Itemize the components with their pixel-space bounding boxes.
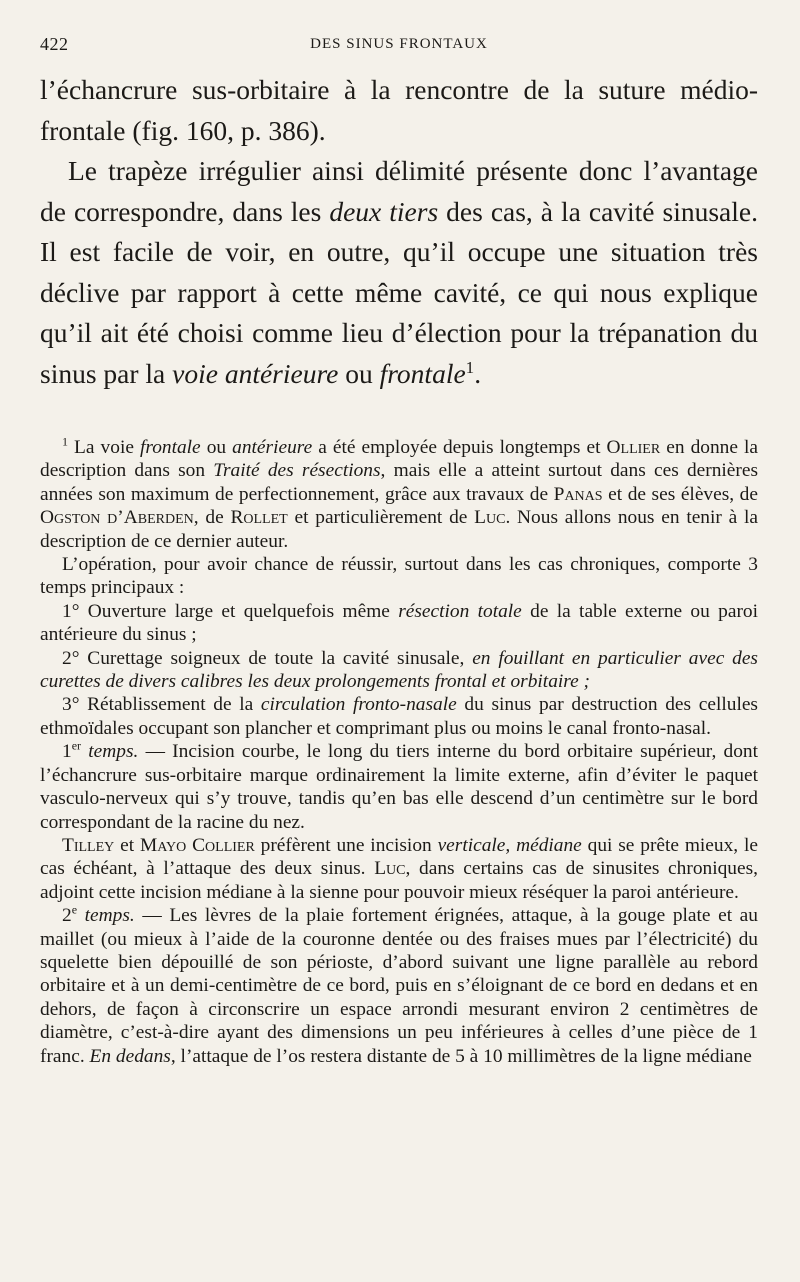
text-run: qui se prête mieux, le cas échéant, à l’attaque des deux sinus. (40, 834, 758, 880)
author-name: Mayo Collier (139, 834, 255, 856)
text-run: , mais elle a atteint surtout dans ces dernières années son maximum de perfectionnement, grâce aux travaux de (40, 460, 759, 505)
emphasis: verticale, médiane (437, 834, 582, 856)
author-name: Ogston d’Aberden (40, 507, 194, 529)
ordinal-suffix: e (71, 902, 78, 917)
emphasis: antérieure (232, 437, 313, 458)
text-run: — Les lèvres de la plaie fortement érignées, attaque, à la gouge plate et au maillet (ou mieux à l’aide de la couronne dentée ou des fraises mues par l’électricité) du squelette bien dépouillé de son périoste, d’abord suivant une ligne parallèle au rebord orbitaire et à un demi-centimètre de ce bord, puis en s’éloignant de ce bord en dedans et en dehors, de façon à circonscrire un espace arrondi mesurant environ 2 centimètres de diamètre, c’est-à-dire ayant des dimensions un peu inférieures à celles d’une pièce de 1 franc. (40, 905, 758, 1067)
footnote-paragraph-6 (40, 740, 758, 834)
main-paragraph-1: l’échancrure sus-orbitaire à la rencontre de la suture médio-frontale (fig. 160, p. 386). (40, 74, 758, 146)
main-paragraph-2 (40, 151, 758, 394)
text-run: ou (338, 357, 380, 389)
step-number: 2 (62, 905, 72, 927)
footnote-paragraph-8 (40, 904, 758, 1068)
ordinal-suffix: er (71, 738, 82, 753)
main-text (40, 70, 758, 394)
text-run: . (474, 357, 482, 389)
author-name: Ollier (606, 437, 661, 458)
author-name: Rollet (230, 507, 288, 529)
footnote-paragraph-7 (40, 834, 758, 904)
text-run: , dans certains cas de sinusites chroniques, adjoint cette incision médiane à la sienne pour pouvoir mieux réséquer la paroi antérieure. (40, 858, 758, 903)
emphasis: en fouillant en particulier avec des curettes de divers calibres les deux prolongements frontal et orbitaire ; (40, 647, 758, 693)
text-run: de la table externe ou paroi antérieure du sinus ; (40, 600, 758, 646)
text-run: des cas, à la cavité sinusale. Il est facile de voir, en outre, qu’il occupe une situation très déclive par rapport à cette même cavité, ce qui nous explique qu’il ait été choisi comme lieu d’élection pour la trépanation du sinus par la (40, 195, 758, 389)
step-number: 1 (62, 741, 72, 763)
footnote-mark: 1 (62, 434, 69, 449)
text-run: , l’attaque de l’os restera distante de 5 à 10 millimètres de la ligne médiane (170, 1045, 752, 1067)
footnote-paragraph-4 (40, 647, 758, 694)
footnote-paragraph-3 (40, 600, 758, 647)
text-run: ou (200, 437, 233, 458)
text-run: Le trapèze irrégulier ainsi délimité présente donc l’avantage de correspondre, dans les (40, 155, 758, 227)
page-header (40, 34, 758, 60)
page-number: 422 (40, 34, 69, 54)
text-run: 2° Curettage soigneux de toute la cavité sinusale, (62, 647, 473, 669)
text-run: en donne la description dans son (40, 437, 758, 482)
text-run: du sinus par destruction des cellules ethmoïdales occupant son plancher et comprimant plus ou moins le canal fronto-nasal. (40, 694, 758, 739)
text-run: et de ses élèves, de (602, 483, 758, 505)
emphasis: frontale (139, 437, 201, 458)
author-name: Panas (553, 483, 603, 505)
emphasis: voie antérieure (172, 357, 339, 389)
footnote-paragraph-2: L’opération, pour avoir chance de réussir, surtout dans les cas chroniques, comporte 3 temps principaux : (40, 554, 758, 599)
emphasis: temps. (77, 905, 135, 927)
footnote-paragraph-5 (40, 693, 758, 740)
text-run: — Incision courbe, le long du tiers interne du bord orbitaire supérieur, dont l’échancrure sus-orbitaire marque ordinairement la limite externe, afin d’éviter le paquet vasculo-nerveux qui s’y trouve, tandis qu’en bas elle descend d’un centimètre sur le bord correspondant de la racine du nez. (40, 741, 758, 833)
emphasis: frontale (379, 357, 466, 389)
author-name: Tilley (62, 834, 115, 856)
text-run: 3° Rétablissement de la (62, 694, 261, 716)
emphasis: circulation fronto-nasale (260, 694, 457, 716)
text-run: a été employée depuis longtemps et (312, 437, 607, 458)
footnote-reference: 1 (465, 357, 475, 377)
text-run: et (114, 834, 140, 856)
emphasis: deux tiers (329, 195, 439, 227)
text-run: 1° Ouverture large et quelquefois même (62, 600, 399, 622)
text-run: La voie (68, 437, 140, 458)
running-title: DES SINUS FRONTAUX (310, 36, 488, 52)
text-run: . Nous allons nous en tenir à la description de ce dernier auteur. (40, 507, 758, 552)
emphasis: En dedans (89, 1045, 171, 1067)
text-run: et particulièrement de (287, 507, 475, 529)
emphasis: temps. (81, 741, 139, 763)
author-name: Luc (474, 507, 506, 529)
text-run: préfèrent une incision (254, 834, 438, 856)
author-name: Luc (374, 858, 406, 880)
emphasis: résection totale (398, 600, 522, 622)
footnote-paragraph-1 (40, 436, 758, 553)
book-title: Traité des résections (213, 460, 381, 482)
text-run: , de (193, 507, 231, 529)
footnote-block (40, 436, 758, 1068)
